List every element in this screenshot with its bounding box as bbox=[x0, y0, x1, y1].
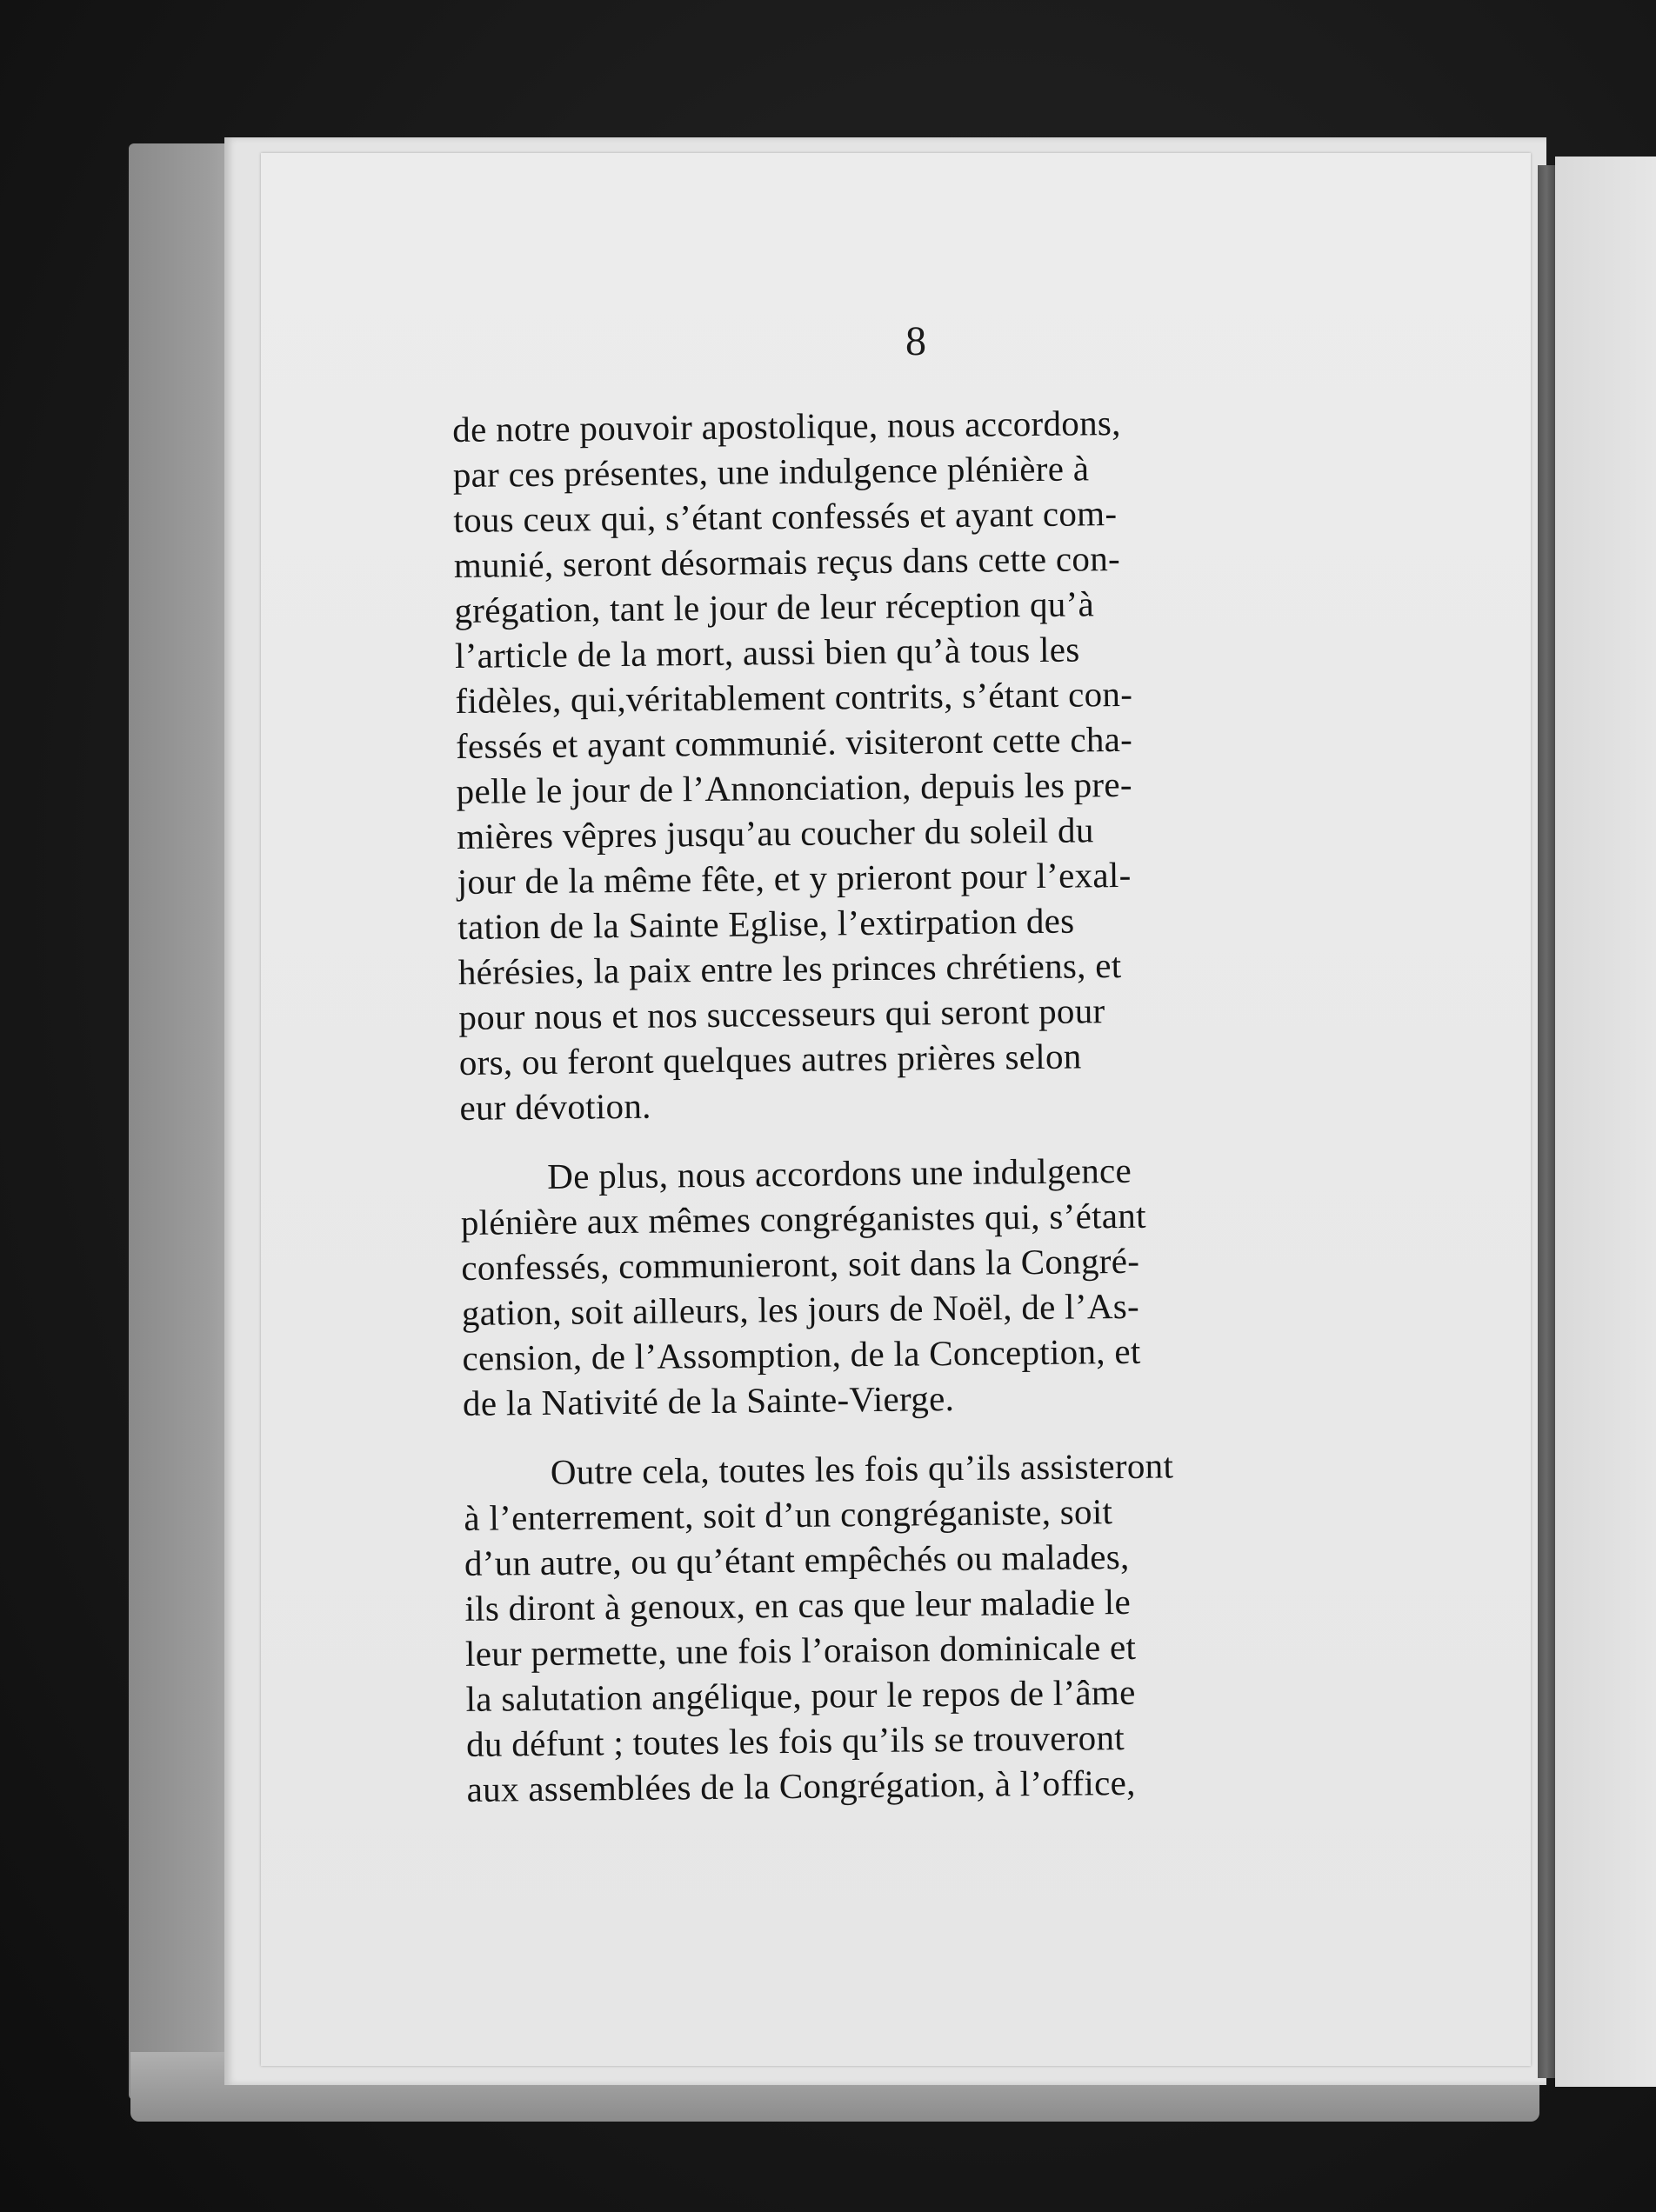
facing-page-edge bbox=[1555, 157, 1656, 2087]
text-line: par ces présentes, une indulgence plénière à bbox=[452, 448, 1090, 495]
text-line: pour nous et nos successeurs qui seront pour bbox=[458, 990, 1105, 1037]
text-line: ils diront à genoux, en cas que leur maladie le bbox=[464, 1581, 1132, 1629]
text-line: tous ceux qui, s’étant confessés et ayant com- bbox=[453, 493, 1118, 540]
text-line: mières vêpres jusqu’au coucher du soleil du bbox=[456, 810, 1094, 856]
text-line: De plus, nous accordons une indulgence bbox=[547, 1149, 1132, 1196]
text-line: Outre cela, toutes les fois qu’ils assisteront bbox=[550, 1445, 1174, 1492]
text-line: eur dévotion. bbox=[459, 1085, 651, 1128]
text-line: grégation, tant le jour de leur réception qu’à bbox=[454, 583, 1095, 630]
text-line: jour de la même fête, et y prieront pour l’exal- bbox=[457, 854, 1132, 902]
text-line: plénière aux mêmes congréganistes qui, s’étant bbox=[460, 1195, 1147, 1243]
paragraph-2 bbox=[460, 1145, 1385, 1426]
text-line: de notre pouvoir apostolique, nous accordons, bbox=[452, 402, 1121, 450]
text-line: à l’enterrement, soit d’un congréganiste, soit bbox=[464, 1491, 1113, 1538]
text-line: gation, soit ailleurs, les jours de Noël, de l’As- bbox=[461, 1285, 1140, 1333]
page-text bbox=[452, 397, 1389, 1836]
text-line: leur permette, une fois l’oraison dominicale et bbox=[464, 1626, 1137, 1674]
text-line: tation de la Sainte Eglise, l’extirpation des bbox=[457, 900, 1075, 947]
text-line: munié, seront désormais reçus dans cette con- bbox=[453, 537, 1121, 585]
page-number: 8 bbox=[905, 318, 926, 364]
paragraph-3 bbox=[464, 1441, 1389, 1812]
text-line: aux assemblées de la Congrégation, à l’office, bbox=[466, 1762, 1136, 1809]
text-line: hérésies, la paix entre les princes chrétiens, et bbox=[457, 944, 1122, 992]
text-line: d’un autre, ou qu’étant empêchés ou malades, bbox=[464, 1536, 1130, 1583]
text-line: la salutation angélique, pour le repos de l’âme bbox=[465, 1671, 1136, 1719]
book-gutter bbox=[1538, 165, 1555, 2078]
text-line: pelle le jour de l’Annonciation, depuis les pre- bbox=[456, 763, 1133, 811]
text-line: l’article de la mort, aussi bien qu’à tous les bbox=[454, 629, 1080, 676]
text-line: fessés et ayant communié. visiteront cette cha- bbox=[455, 718, 1133, 766]
paragraph-1 bbox=[452, 397, 1382, 1130]
text-line: cension, de l’Assomption, de la Conception, et bbox=[462, 1330, 1141, 1378]
text-line: ors, ou feront quelques autres prières selon bbox=[458, 1036, 1082, 1083]
text-line: de la Nativité de la Sainte-Vierge. bbox=[462, 1378, 955, 1423]
text-line: fidèles, qui,véritablement contrits, s’étant con- bbox=[455, 673, 1133, 721]
text-line: du défunt ; toutes les fois qu’ils se trouveront bbox=[465, 1716, 1125, 1764]
text-line: confessés, communieront, soit dans la Congré- bbox=[461, 1240, 1140, 1288]
